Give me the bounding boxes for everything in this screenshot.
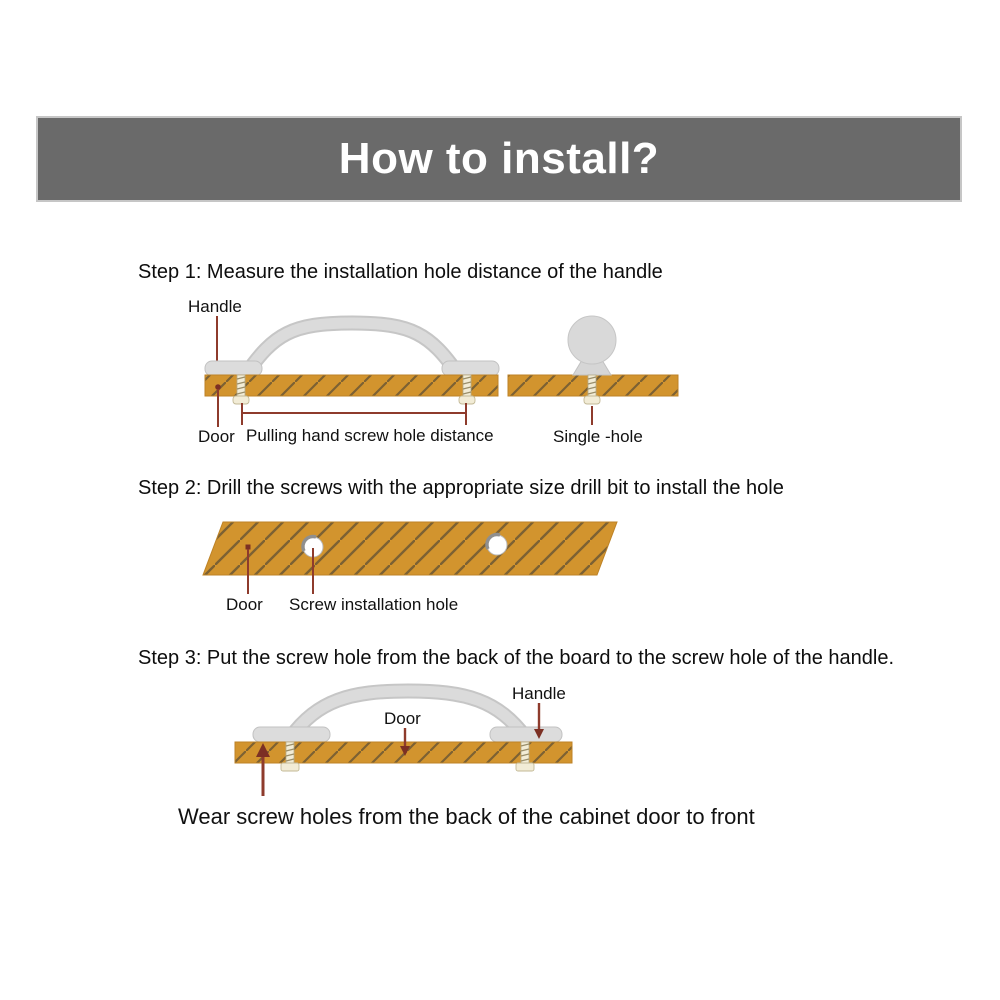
how-to-install-banner [36,116,962,202]
step3-caption: Wear screw holes from the back of the cabinet door to front [178,804,755,829]
step3-door-label: Door [384,709,421,728]
step1-handle-label: Handle [188,297,242,316]
door-board [205,375,498,396]
step1-door-label: Door [198,427,235,446]
screw-hole [487,535,507,555]
step1-distance-label: Pulling hand screw hole distance [246,426,494,445]
single-hole-knob [568,316,616,375]
step1-single-hole-label: Single -hole [553,427,643,446]
banner-title: How to install? [338,134,660,183]
handle-arch [205,323,499,376]
dimension-line [242,403,466,425]
step-2-heading: Step 2: Drill the screws with the appropriate size drill bit to install the hole [138,477,784,499]
step-2-diagram [190,515,630,600]
step3-handle-label: Handle [512,684,566,703]
step-1-heading: Step 1: Measure the installation hole distance of the handle [138,261,663,283]
step-1-diagram [180,290,700,430]
step2-door-label: Door [226,595,263,614]
step-3-heading: Step 3: Put the screw hole from the back of the board to the screw hole of the handle. [138,647,895,669]
drilled-board [203,522,617,575]
step2-screw-hole-label: Screw installation hole [289,595,459,614]
